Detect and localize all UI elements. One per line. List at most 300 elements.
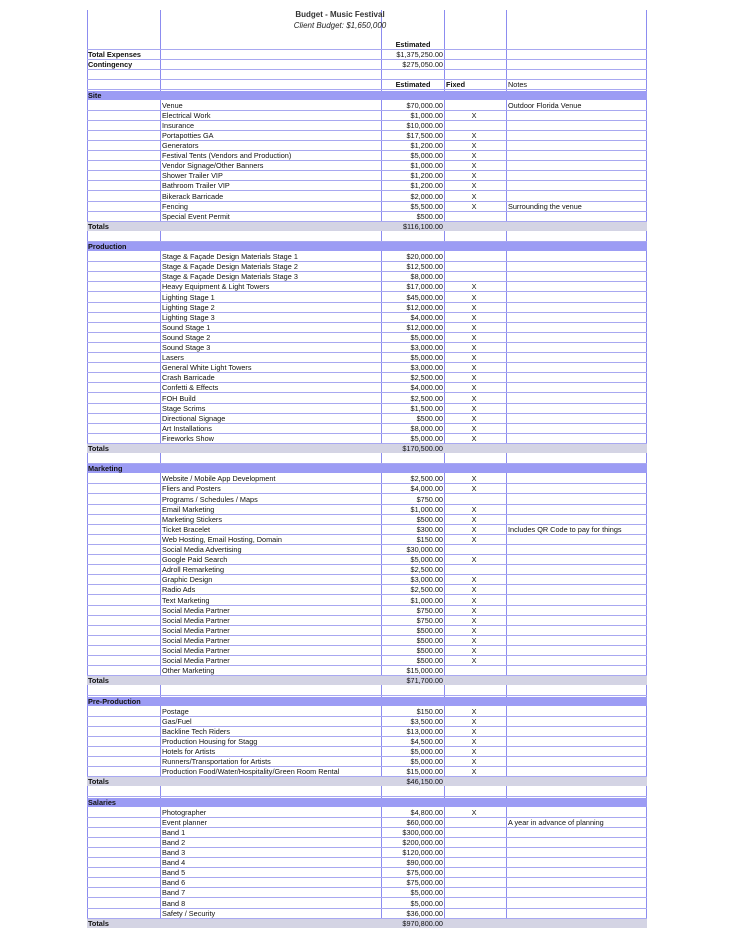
line-item-note[interactable] xyxy=(508,303,648,313)
line-item-note[interactable] xyxy=(508,252,648,262)
line-item-note[interactable] xyxy=(508,353,648,363)
line-item-fixed-mark[interactable]: X xyxy=(471,191,477,201)
line-item-note[interactable] xyxy=(508,414,648,424)
line-item-fixed-mark[interactable]: X xyxy=(471,726,477,736)
line-item-fixed-mark[interactable]: X xyxy=(471,201,477,211)
line-item-row xyxy=(87,525,647,535)
line-item-fixed-mark[interactable] xyxy=(470,565,478,575)
line-item-name[interactable]: Generators xyxy=(162,141,199,150)
line-item-name[interactable]: Social Media Partner xyxy=(162,625,230,635)
line-item-amount[interactable]: $2,500.00 xyxy=(410,565,443,575)
line-item-amount[interactable]: $2,500.00 xyxy=(410,373,443,383)
line-item-amount[interactable]: $1,000.00 xyxy=(410,504,443,514)
line-item-fixed-mark[interactable]: X xyxy=(471,716,477,726)
line-item-amount[interactable]: $4,000.00 xyxy=(410,484,443,494)
line-item-fixed-mark[interactable]: X xyxy=(471,474,477,484)
line-item-note[interactable] xyxy=(508,737,648,747)
summary-amount[interactable]: $275,050.00 xyxy=(402,60,443,70)
line-item-name[interactable]: Gas/Fuel xyxy=(162,716,192,726)
line-item-note[interactable] xyxy=(508,333,648,343)
line-item-amount[interactable]: $17,500.00 xyxy=(406,130,443,140)
line-item-fixed-mark[interactable]: X xyxy=(471,403,477,413)
line-item-amount[interactable]: $5,000.00 xyxy=(410,353,443,363)
line-item-note[interactable] xyxy=(508,878,648,888)
line-item-name[interactable]: Ticket Bracelet xyxy=(162,524,210,534)
line-item-fixed-mark[interactable]: X xyxy=(471,646,477,655)
line-item-amount[interactable]: $60,000.00 xyxy=(406,817,443,827)
line-item-note[interactable] xyxy=(508,666,648,676)
line-item-note[interactable]: A year in advance of planning xyxy=(508,817,604,827)
line-item-fixed-mark[interactable]: X xyxy=(471,524,477,534)
line-item-fixed-mark[interactable]: X xyxy=(471,151,477,161)
line-item-note[interactable] xyxy=(508,434,648,444)
line-item-name[interactable]: Fencing xyxy=(162,201,188,211)
line-item-fixed-mark[interactable]: X xyxy=(471,161,477,171)
totals-label[interactable]: Totals xyxy=(88,444,109,453)
line-item-amount[interactable]: $20,000.00 xyxy=(406,252,443,262)
line-item-amount[interactable]: $1,000.00 xyxy=(410,595,443,605)
totals-label[interactable]: Totals xyxy=(88,676,109,686)
line-item-name[interactable]: Stage & Façade Design Materials Stage 3 xyxy=(162,272,298,282)
line-item-fixed-mark[interactable]: X xyxy=(471,484,477,494)
line-item-fixed-mark[interactable] xyxy=(470,909,478,919)
line-item-fixed-mark[interactable]: X xyxy=(471,656,477,666)
line-item-fixed-mark[interactable]: X xyxy=(471,322,477,332)
line-item-amount[interactable]: $4,500.00 xyxy=(410,736,443,746)
line-item-note[interactable] xyxy=(508,636,648,646)
line-item-note[interactable] xyxy=(508,585,648,595)
line-item-amount[interactable]: $4,000.00 xyxy=(410,312,443,322)
section-title[interactable]: Marketing xyxy=(88,464,123,474)
line-item-amount[interactable]: $70,000.00 xyxy=(406,100,443,110)
line-item-fixed-mark[interactable]: X xyxy=(471,282,477,292)
line-item-name[interactable]: Festival Tents (Vendors and Production) xyxy=(162,151,292,161)
line-item-fixed-mark[interactable]: X xyxy=(471,514,477,524)
line-item-name[interactable]: Social Media Partner xyxy=(162,646,230,655)
line-item-amount[interactable]: $90,000.00 xyxy=(406,858,443,868)
line-item-note[interactable] xyxy=(508,727,648,737)
line-item-note[interactable] xyxy=(508,282,648,292)
totals-label[interactable]: Totals xyxy=(88,918,109,928)
line-item-note[interactable] xyxy=(508,828,648,838)
line-item-fixed-mark[interactable]: X xyxy=(471,706,477,716)
line-item-name[interactable]: Runners/Transportation for Artists xyxy=(162,757,271,767)
line-item-note[interactable] xyxy=(508,747,648,757)
line-item-fixed-mark[interactable]: X xyxy=(471,292,477,302)
line-item-note[interactable] xyxy=(508,717,648,727)
line-item-amount[interactable]: $500.00 xyxy=(416,656,443,666)
line-item-note[interactable] xyxy=(508,161,648,171)
line-item-amount[interactable]: $10,000.00 xyxy=(406,120,443,130)
line-item-fixed-mark[interactable]: X xyxy=(471,807,477,817)
line-item-note[interactable] xyxy=(508,474,648,484)
line-item-amount[interactable]: $750.00 xyxy=(416,494,443,504)
line-item-fixed-mark[interactable] xyxy=(470,101,478,111)
line-item-note[interactable] xyxy=(508,394,648,404)
line-item-fixed-mark[interactable] xyxy=(470,899,478,909)
line-item-note[interactable] xyxy=(508,262,648,272)
line-item-name[interactable]: Social Media Advertising xyxy=(162,545,242,554)
line-item-fixed-mark[interactable]: X xyxy=(471,413,477,423)
section-title[interactable]: Production xyxy=(88,242,127,251)
line-item-fixed-mark[interactable]: X xyxy=(471,575,477,585)
section-title[interactable]: Salaries xyxy=(88,797,116,807)
line-item-fixed-mark[interactable]: X xyxy=(471,302,477,312)
section-title[interactable]: Site xyxy=(88,90,102,100)
line-item-fixed-mark[interactable] xyxy=(470,838,478,848)
line-item-note[interactable] xyxy=(508,373,648,383)
line-item-name[interactable]: Lighting Stage 3 xyxy=(162,312,215,322)
line-item-name[interactable]: Sound Stage 3 xyxy=(162,343,211,352)
line-item-note[interactable] xyxy=(508,293,648,303)
line-item-fixed-mark[interactable]: X xyxy=(471,363,477,373)
line-item-note[interactable] xyxy=(508,545,648,555)
line-item-name[interactable]: Marketing Stickers xyxy=(162,514,223,524)
line-item-fixed-mark[interactable] xyxy=(470,878,478,888)
line-item-note[interactable] xyxy=(508,404,648,414)
line-item-name[interactable]: Confetti & Effects xyxy=(162,383,219,393)
line-item-amount[interactable]: $45,000.00 xyxy=(406,292,443,302)
line-item-name[interactable]: Bathroom Trailer VIP xyxy=(162,181,230,191)
line-item-note[interactable] xyxy=(508,515,648,525)
line-item-fixed-mark[interactable]: X xyxy=(471,736,477,746)
line-item-note[interactable] xyxy=(508,848,648,858)
line-item-name[interactable]: Lighting Stage 1 xyxy=(162,292,215,302)
line-item-fixed-mark[interactable]: X xyxy=(471,534,477,544)
line-item-name[interactable]: General White Light Towers xyxy=(162,363,252,373)
line-item-amount[interactable]: $17,000.00 xyxy=(406,282,443,292)
section-total-amount[interactable]: $71,700.00 xyxy=(406,676,443,686)
line-item-note[interactable] xyxy=(508,909,648,919)
line-item-fixed-mark[interactable]: X xyxy=(471,757,477,767)
line-item-amount[interactable]: $1,200.00 xyxy=(410,141,443,150)
line-item-amount[interactable]: $75,000.00 xyxy=(406,868,443,878)
line-item-name[interactable]: Social Media Partner xyxy=(162,635,230,645)
line-item-amount[interactable]: $500.00 xyxy=(416,646,443,655)
line-item-name[interactable]: Stage Scrims xyxy=(162,403,206,413)
line-item-note[interactable] xyxy=(508,646,648,656)
summary-label[interactable]: Total Expenses xyxy=(88,50,141,60)
line-item-note[interactable] xyxy=(508,212,648,222)
line-item-amount[interactable]: $4,000.00 xyxy=(410,383,443,393)
line-item-name[interactable]: Heavy Equipment & Light Towers xyxy=(162,282,270,292)
line-item-amount[interactable]: $12,000.00 xyxy=(406,322,443,332)
line-item-amount[interactable]: $2,000.00 xyxy=(410,191,443,201)
line-item-name[interactable]: Website / Mobile App Development xyxy=(162,474,276,484)
summary-amount[interactable]: $1,375,250.00 xyxy=(396,50,443,60)
totals-label[interactable]: Totals xyxy=(88,777,109,787)
line-item-note[interactable] xyxy=(508,192,648,202)
line-item-name[interactable]: Text Marketing xyxy=(162,595,210,605)
line-item-note[interactable] xyxy=(508,838,648,848)
line-item-name[interactable]: Band 2 xyxy=(162,837,186,847)
line-item-name[interactable]: Portapotties GA xyxy=(162,130,214,140)
line-item-fixed-mark[interactable] xyxy=(470,252,478,262)
line-item-name[interactable]: Social Media Partner xyxy=(162,605,230,615)
line-item-amount[interactable]: $5,000.00 xyxy=(410,888,443,898)
line-item-fixed-mark[interactable]: X xyxy=(471,504,477,514)
line-item-fixed-mark[interactable]: X xyxy=(471,393,477,403)
line-item-name[interactable]: Band 1 xyxy=(162,827,186,837)
line-item-fixed-mark[interactable]: X xyxy=(471,767,477,777)
line-item-note[interactable] xyxy=(508,808,648,818)
line-item-name[interactable]: Web Hosting, Email Hosting, Domain xyxy=(162,534,282,544)
line-item-amount[interactable]: $8,000.00 xyxy=(410,423,443,433)
line-item-fixed-mark[interactable] xyxy=(470,848,478,858)
line-item-fixed-mark[interactable]: X xyxy=(471,141,477,150)
line-item-note[interactable] xyxy=(508,606,648,616)
line-item-name[interactable]: Other Marketing xyxy=(162,666,215,676)
line-item-amount[interactable]: $1,000.00 xyxy=(410,110,443,120)
line-item-amount[interactable]: $750.00 xyxy=(416,605,443,615)
line-item-name[interactable]: Electrical Work xyxy=(162,110,211,120)
line-item-amount[interactable]: $30,000.00 xyxy=(406,545,443,554)
line-item-note[interactable] xyxy=(508,424,648,434)
line-item-note[interactable]: Surrounding the venue xyxy=(508,201,582,211)
line-item-amount[interactable]: $150.00 xyxy=(416,706,443,716)
line-item-name[interactable]: Graphic Design xyxy=(162,575,213,585)
line-item-name[interactable]: Production Housing for Stagg xyxy=(162,736,258,746)
line-item-note[interactable] xyxy=(508,858,648,868)
line-item-name[interactable]: Social Media Partner xyxy=(162,615,230,625)
line-item-amount[interactable]: $3,000.00 xyxy=(410,363,443,373)
line-item-note[interactable] xyxy=(508,868,648,878)
line-item-amount[interactable]: $5,000.00 xyxy=(410,757,443,767)
line-item-name[interactable]: Shower Trailer VIP xyxy=(162,171,223,181)
line-item-fixed-mark[interactable]: X xyxy=(471,332,477,342)
line-item-name[interactable]: Vendor Signage/Other Banners xyxy=(162,161,264,171)
line-item-fixed-mark[interactable]: X xyxy=(471,181,477,191)
line-item-note[interactable] xyxy=(508,495,648,505)
line-item-name[interactable]: Sound Stage 1 xyxy=(162,322,211,332)
line-item-amount[interactable]: $1,200.00 xyxy=(410,181,443,191)
line-item-name[interactable]: Venue xyxy=(162,100,183,110)
line-item-note[interactable] xyxy=(508,171,648,181)
line-item-note[interactable] xyxy=(508,383,648,393)
section-total-amount[interactable]: $170,500.00 xyxy=(402,444,443,453)
line-item-name[interactable]: Radio Ads xyxy=(162,585,196,595)
line-item-amount[interactable]: $3,500.00 xyxy=(410,716,443,726)
line-item-note[interactable] xyxy=(508,111,648,121)
line-item-name[interactable]: Band 8 xyxy=(162,898,186,908)
line-item-amount[interactable]: $12,000.00 xyxy=(406,302,443,312)
line-item-name[interactable]: Directional Signage xyxy=(162,413,226,423)
line-item-amount[interactable]: $2,500.00 xyxy=(410,585,443,595)
line-item-note[interactable] xyxy=(508,899,648,909)
line-item-amount[interactable]: $750.00 xyxy=(416,615,443,625)
line-item-fixed-mark[interactable]: X xyxy=(471,615,477,625)
line-item-name[interactable]: Insurance xyxy=(162,120,195,130)
line-item-name[interactable]: Social Media Partner xyxy=(162,656,230,666)
line-item-note[interactable] xyxy=(508,181,648,191)
line-item-amount[interactable]: $13,000.00 xyxy=(406,726,443,736)
line-item-fixed-mark[interactable]: X xyxy=(471,595,477,605)
line-item-name[interactable]: Band 3 xyxy=(162,848,186,857)
line-item-fixed-mark[interactable]: X xyxy=(471,433,477,443)
line-item-name[interactable]: Fireworks Show xyxy=(162,433,214,443)
line-item-name[interactable]: Special Event Permit xyxy=(162,211,230,221)
line-item-name[interactable]: Band 5 xyxy=(162,868,186,878)
line-item-note[interactable] xyxy=(508,535,648,545)
line-item-amount[interactable]: $2,500.00 xyxy=(410,393,443,403)
line-item-note[interactable]: Includes QR Code to pay for things xyxy=(508,524,622,534)
line-item-note[interactable] xyxy=(508,575,648,585)
column-header-notes[interactable]: Notes xyxy=(508,80,528,90)
section-total-amount[interactable]: $46,150.00 xyxy=(406,777,443,787)
column-header-estimated[interactable]: Estimated xyxy=(395,80,431,90)
line-item-name[interactable]: Stage & Façade Design Materials Stage 2 xyxy=(162,262,298,272)
line-item-fixed-mark[interactable]: X xyxy=(471,747,477,756)
line-item-note[interactable] xyxy=(508,757,648,767)
line-item-note[interactable] xyxy=(508,272,648,282)
line-item-note[interactable] xyxy=(508,343,648,353)
line-item-fixed-mark[interactable] xyxy=(470,888,478,898)
line-item-name[interactable]: Lighting Stage 2 xyxy=(162,302,215,312)
line-item-amount[interactable]: $12,500.00 xyxy=(406,262,443,272)
line-item-note[interactable] xyxy=(508,141,648,151)
line-item-amount[interactable]: $500.00 xyxy=(416,211,443,221)
line-item-fixed-mark[interactable]: X xyxy=(471,171,477,181)
line-item-amount[interactable]: $200,000.00 xyxy=(402,837,443,847)
line-item-amount[interactable]: $5,000.00 xyxy=(410,898,443,908)
line-item-fixed-mark[interactable] xyxy=(470,262,478,272)
line-item-fixed-mark[interactable]: X xyxy=(471,585,477,595)
line-item-amount[interactable]: $500.00 xyxy=(416,625,443,635)
line-item-amount[interactable]: $75,000.00 xyxy=(406,878,443,888)
line-item-amount[interactable]: $5,000.00 xyxy=(410,433,443,443)
line-item-amount[interactable]: $3,000.00 xyxy=(410,575,443,585)
line-item-amount[interactable]: $500.00 xyxy=(416,635,443,645)
line-item-amount[interactable]: $5,500.00 xyxy=(410,201,443,211)
line-item-fixed-mark[interactable]: X xyxy=(471,343,477,352)
line-item-fixed-mark[interactable]: X xyxy=(471,605,477,615)
line-item-name[interactable]: Photographer xyxy=(162,807,207,817)
line-item-fixed-mark[interactable] xyxy=(470,868,478,878)
line-item-note[interactable] xyxy=(508,323,648,333)
line-item-amount[interactable]: $120,000.00 xyxy=(402,848,443,857)
line-item-amount[interactable]: $1,200.00 xyxy=(410,171,443,181)
line-item-note[interactable] xyxy=(508,363,648,373)
line-item-fixed-mark[interactable]: X xyxy=(471,373,477,383)
line-item-note[interactable] xyxy=(508,121,648,131)
line-item-amount[interactable]: $2,500.00 xyxy=(410,474,443,484)
line-item-note[interactable] xyxy=(508,555,648,565)
line-item-amount[interactable]: $4,800.00 xyxy=(410,807,443,817)
line-item-fixed-mark[interactable] xyxy=(470,545,478,555)
line-item-amount[interactable]: $3,000.00 xyxy=(410,343,443,352)
line-item-note[interactable] xyxy=(508,888,648,898)
line-item-fixed-mark[interactable]: X xyxy=(471,130,477,140)
line-item-fixed-mark[interactable] xyxy=(470,212,478,222)
line-item-name[interactable]: Stage & Façade Design Materials Stage 1 xyxy=(162,252,298,262)
line-item-amount[interactable]: $500.00 xyxy=(416,413,443,423)
line-item-amount[interactable]: $36,000.00 xyxy=(406,908,443,918)
line-item-name[interactable]: Lasers xyxy=(162,353,184,363)
line-item-amount[interactable]: $300,000.00 xyxy=(402,827,443,837)
summary-estimated-header[interactable]: Estimated xyxy=(395,40,431,49)
line-item-name[interactable]: Art Installations xyxy=(162,423,212,433)
line-item-amount[interactable]: $5,000.00 xyxy=(410,747,443,756)
line-item-fixed-mark[interactable]: X xyxy=(471,353,477,363)
line-item-name[interactable]: Programs / Schedules / Maps xyxy=(162,494,258,504)
line-item-name[interactable]: Email Marketing xyxy=(162,504,215,514)
line-item-name[interactable]: Band 6 xyxy=(162,878,186,888)
line-item-amount[interactable]: $1,500.00 xyxy=(410,403,443,413)
line-item-amount[interactable]: $5,000.00 xyxy=(410,332,443,342)
line-item-name[interactable]: Backline Tech Riders xyxy=(162,726,231,736)
line-item-note[interactable] xyxy=(508,767,648,777)
line-item-name[interactable]: Postage xyxy=(162,706,189,716)
line-item-note[interactable] xyxy=(508,596,648,606)
line-item-note[interactable]: Outdoor Florida Venue xyxy=(508,100,582,110)
line-item-name[interactable]: Safety / Security xyxy=(162,908,216,918)
line-item-fixed-mark[interactable] xyxy=(470,495,478,505)
line-item-note[interactable] xyxy=(508,565,648,575)
line-item-amount[interactable]: $500.00 xyxy=(416,514,443,524)
line-item-amount[interactable]: $5,000.00 xyxy=(410,151,443,161)
line-item-amount[interactable]: $15,000.00 xyxy=(406,666,443,676)
line-item-fixed-mark[interactable] xyxy=(470,272,478,282)
line-item-fixed-mark[interactable] xyxy=(470,858,478,868)
line-item-fixed-mark[interactable] xyxy=(470,818,478,828)
totals-label[interactable]: Totals xyxy=(88,221,109,231)
line-item-note[interactable] xyxy=(508,131,648,141)
line-item-name[interactable]: Bikerack Barricade xyxy=(162,191,224,201)
line-item-amount[interactable]: $8,000.00 xyxy=(410,272,443,282)
line-item-fixed-mark[interactable]: X xyxy=(471,635,477,645)
line-item-note[interactable] xyxy=(508,313,648,323)
line-item-name[interactable]: Band 4 xyxy=(162,858,186,868)
line-item-name[interactable]: Fliers and Posters xyxy=(162,484,221,494)
line-item-fixed-mark[interactable]: X xyxy=(471,423,477,433)
section-total-amount[interactable]: $116,100.00 xyxy=(402,221,443,231)
section-total-amount[interactable]: $970,800.00 xyxy=(402,918,443,928)
line-item-name[interactable]: Adroll Remarketing xyxy=(162,565,225,575)
line-item-amount[interactable]: $150.00 xyxy=(416,534,443,544)
line-item-amount[interactable]: $5,000.00 xyxy=(410,555,443,565)
line-item-note[interactable] xyxy=(508,656,648,666)
summary-label[interactable]: Contingency xyxy=(88,60,133,70)
line-item-name[interactable]: Event planner xyxy=(162,817,208,827)
line-item-name[interactable]: Sound Stage 2 xyxy=(162,332,211,342)
line-item-fixed-mark[interactable]: X xyxy=(471,625,477,635)
column-header-fixed[interactable]: Fixed xyxy=(446,80,466,90)
line-item-note[interactable] xyxy=(508,484,648,494)
line-item-fixed-mark[interactable] xyxy=(470,666,478,676)
line-item-fixed-mark[interactable]: X xyxy=(471,383,477,393)
line-item-amount[interactable]: $300.00 xyxy=(416,524,443,534)
line-item-note[interactable] xyxy=(508,151,648,161)
line-item-note[interactable] xyxy=(508,505,648,515)
line-item-fixed-mark[interactable]: X xyxy=(471,110,477,120)
line-item-note[interactable] xyxy=(508,626,648,636)
line-item-name[interactable]: Production Food/Water/Hospitality/Green Room Rental xyxy=(162,767,340,777)
section-title[interactable]: Pre-Production xyxy=(88,696,141,706)
line-item-name[interactable]: Hotels for Artists xyxy=(162,747,216,756)
line-item-fixed-mark[interactable] xyxy=(470,828,478,838)
line-item-name[interactable]: Google Paid Search xyxy=(162,555,228,565)
line-item-amount[interactable]: $15,000.00 xyxy=(406,767,443,777)
line-item-name[interactable]: FOH Build xyxy=(162,393,196,403)
line-item-name[interactable]: Crash Barricade xyxy=(162,373,215,383)
line-item-amount[interactable]: $1,000.00 xyxy=(410,161,443,171)
line-item-note[interactable] xyxy=(508,707,648,717)
line-item-note[interactable] xyxy=(508,616,648,626)
line-item-fixed-mark[interactable]: X xyxy=(471,555,477,565)
line-item-fixed-mark[interactable] xyxy=(470,121,478,131)
line-item-name[interactable]: Band 7 xyxy=(162,888,186,898)
line-item-fixed-mark[interactable]: X xyxy=(471,312,477,322)
